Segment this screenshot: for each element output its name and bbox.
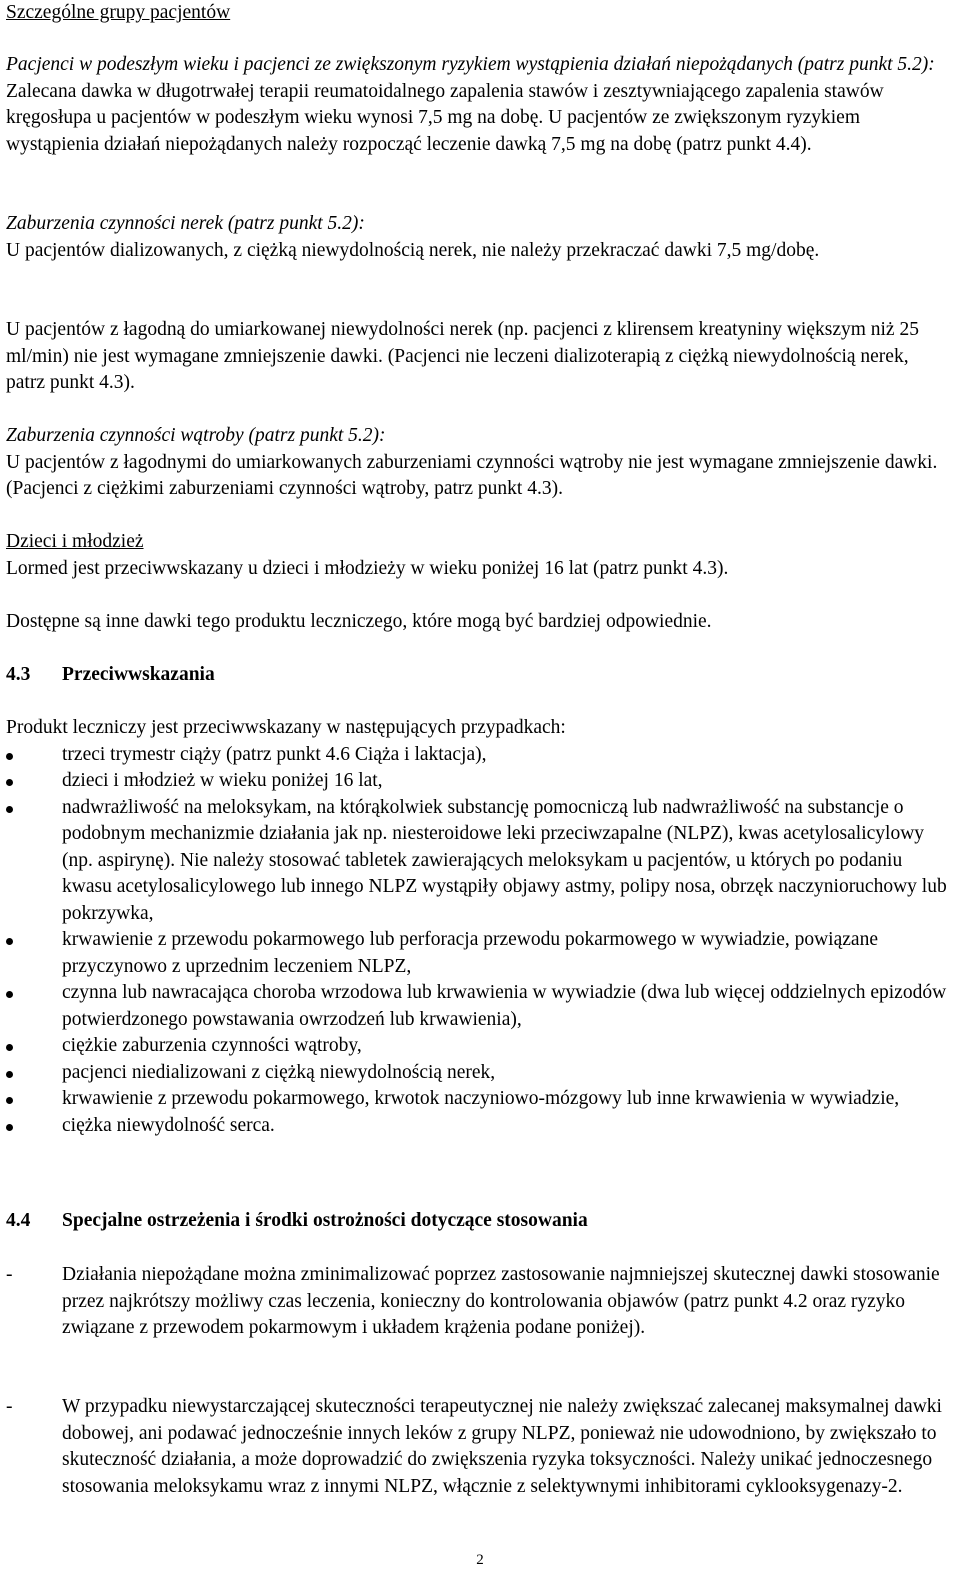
children-text: Lormed jest przeciwwskazany u dzieci i młodzieży w wieku poniżej 16 lat (patrz punkt 4.3). [6, 557, 729, 579]
other-doses-text: Dostępne są inne dawki tego produktu leczniczego, które mogą być bardziej odpowiednie. [6, 611, 712, 632]
bullet-icon [6, 806, 13, 813]
children-block [6, 529, 952, 582]
bullet-icon [6, 779, 13, 786]
renal-heading: Zaburzenia czynności nerek (patrz punkt 5.2): [6, 213, 365, 234]
section-4-3-heading [6, 662, 952, 689]
list-item-text: pacjenci niedializowani z ciężką niewydolnością nerek, [62, 1061, 496, 1083]
bullet-icon [6, 753, 13, 760]
bullet-icon [6, 991, 13, 998]
list-item [6, 795, 952, 928]
bullet-icon [6, 1124, 13, 1131]
bullet-icon [6, 1044, 13, 1051]
elderly-paragraph [6, 52, 952, 158]
list-item [6, 1086, 952, 1113]
section-4-3-number: 4.3 [6, 664, 31, 685]
section-4-3-title: Przeciwwskazania [62, 664, 215, 685]
hepatic-heading: Zaburzenia czynności wątroby (patrz punkt 5.2): [6, 425, 386, 446]
list-item [6, 927, 952, 980]
list-item-text: nadwrażliwość na meloksykam, na którąkolwiek substancję pomocniczą lub nadwrażliwość na substancje o podobnym mechanizmie działania jak np. niesteroidowe leki przeciwzapalne (NLPZ), kwas acetylosalicylowy (np. aspirynę). Nie należy stosować tabletek zawierających meloksykam u pacjentów, u których po podaniu kwasu acetylosalicylowego lub innego NLPZ wystąpiły objawy astmy, polipy nosa, obrzęk naczynioruchowy lub pokrzywka, [62, 796, 947, 924]
contraindications-intro: Produkt leczniczy jest przeciwwskazany w następujących przypadkach: [6, 717, 566, 738]
list-item [6, 980, 952, 1033]
section-4-4-title: Specjalne ostrzeżenia i środki ostrożności dotyczące stosowania [62, 1210, 588, 1231]
hepatic-text: U pacjentów z łagodnymi do umiarkowanych zaburzeniami czynności wątroby nie jest wymagane zmniejszenie dawki. (Pacjenci z ciężkimi zaburzeniami czynności wątroby, patrz punkt 4.3). [6, 451, 938, 499]
renal-text-2: U pacjentów z łagodną do umiarkowanej niewydolności nerek (np. pacjenci z klirensem kreatyniny większym niż 25 ml/min) nie jest wymagane zmniejszenie dawki. (Pacjenci nie leczeni dializoterapią z ciężką niewydolnością nerek, patrz punkt 4.3). [6, 319, 919, 393]
bullet-icon [6, 1097, 13, 1104]
list-item-text: krwawienie z przewodu pokarmowego, krwotok naczyniowo-mózgowy lub inne krwawienia w wywiadzie, [62, 1088, 900, 1109]
list-item [6, 1060, 952, 1087]
renal-text: U pacjentów dializowanych, z ciężką niewydolnością nerek, nie należy przekraczać dawki 7,5 mg/dobę. [6, 239, 820, 261]
renal-block [6, 211, 952, 264]
list-item-text: trzeci trymestr ciąży (patrz punkt 4.6 Ciąża i laktacja), [62, 743, 487, 765]
list-item-text: dzieci i młodzież w wieku poniżej 16 lat, [62, 770, 383, 791]
dash-marker: - [6, 1264, 13, 1285]
list-item [6, 1033, 952, 1060]
bullet-icon [6, 1071, 13, 1078]
dash-marker: - [6, 1396, 13, 1417]
list-item-text: W przypadku niewystarczającej skuteczności terapeutycznej nie należy zwiększać zalecanej maksymalnej dawki dobowej, ani podawać jednocześnie innych leków z grupy NLPZ, ponieważ nie udowodniono, by zwiększało to skuteczność działania, a może doprowadzić do zwiększenia ryzyka toksyczności. Należy unikać jednoczesnego stosowania meloksykamu wraz z innymi NLPZ, włącznie z selektywnymi inhibitorami cyklooksygenazy-2. [62, 1396, 942, 1497]
list-item [6, 768, 952, 795]
page-number: 2 [476, 1552, 484, 1568]
list-item-text: Działania niepożądane można zminimalizować poprzez zastosowanie najmniejszej skutecznej dawki stosowanie przez najkrótszy możliwy czas leczenia, konieczny do kontrolowania objawów (patrz punkt 4.2 oraz ryzyko związane z przewodem pokarmowym i układem krążenia podane poniżej). [62, 1264, 940, 1338]
special-groups-heading: Szczególne grupy pacjentów [6, 2, 231, 23]
list-item [6, 742, 952, 769]
list-item [6, 1262, 952, 1342]
section-4-4-number: 4.4 [6, 1210, 31, 1231]
list-item-text: ciężka niewydolność serca. [62, 1114, 275, 1136]
list-item-text: czynna lub nawracająca choroba wrzodowa lub krwawienia w wywiadzie (dwa lub więcej oddzielnych epizodów potwierdzonego powstawania owrzodzeń lub krwawienia), [62, 982, 947, 1030]
section-4-4-heading [6, 1208, 952, 1235]
list-item-text: ciężkie zaburzenia czynności wątroby, [62, 1035, 362, 1056]
list-item [6, 1394, 952, 1500]
list-item [6, 1113, 952, 1140]
children-heading: Dzieci i młodzież [6, 531, 144, 552]
hepatic-block [6, 423, 952, 503]
elderly-text: Zalecana dawka w długotrwałej terapii reumatoidalnego zapalenia stawów i zesztywniającego zapalenia stawów kręgosłupa u pacjentów w podeszłym wieku wynosi 7,5 mg na dobę. U pacjentów ze zwiększonym ryzykiem wystąpienia działań niepożądanych należy rozpocząć leczenie dawką 7,5 mg na dobę (patrz punkt 4.4). [6, 80, 884, 155]
bullet-icon [6, 938, 13, 945]
list-item-text: krwawienie z przewodu pokarmowego lub perforacja przewodu pokarmowego w wywiadzie, powiązane przyczynowo z uprzednim leczeniem NLPZ, [62, 929, 878, 977]
elderly-heading: Pacjenci w podeszłym wieku i pacjenci ze zwiększonym ryzykiem wystąpienia działań niepożądanych (patrz punkt 5.2): [6, 54, 935, 75]
contraindications [6, 715, 952, 1139]
